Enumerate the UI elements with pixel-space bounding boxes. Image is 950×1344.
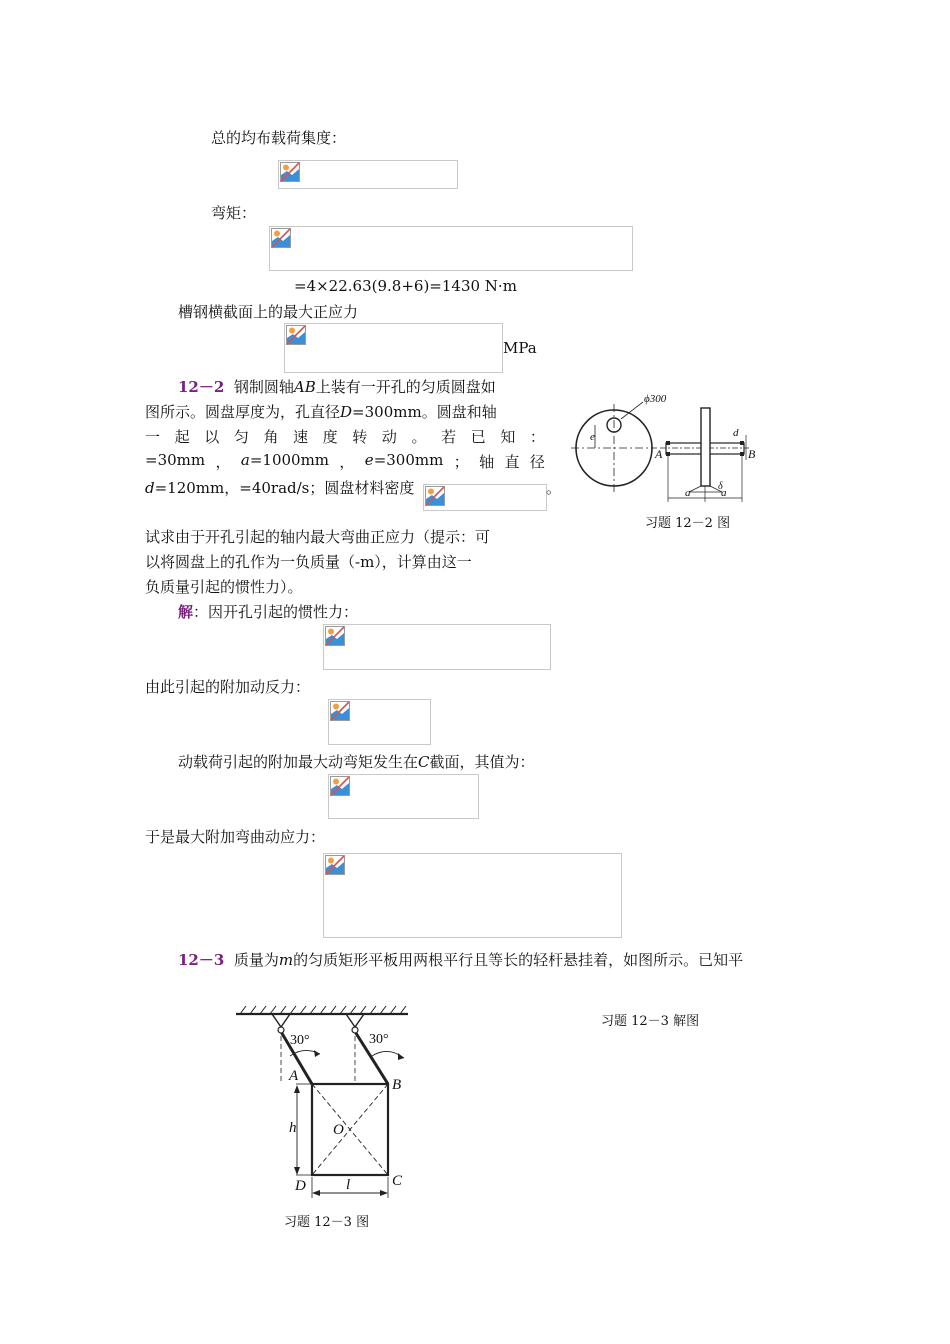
problem-12-2-line4 — [145, 451, 545, 472]
label-a2: a — [721, 487, 727, 499]
text-run: 上装有一开孔的匀质圆盘如 — [315, 378, 496, 396]
text-segment — [145, 451, 205, 472]
problem-number: 12－3 — [178, 951, 225, 969]
text-run: 的匀质矩形平板用两根平行且等长的轻杆悬挂着，如图所示。已知平 — [293, 951, 744, 969]
text-run: C — [418, 753, 430, 771]
text-run: 钢制圆轴 — [233, 378, 294, 396]
label-angle-30-right: 30° — [369, 1032, 389, 1047]
text-run: d — [145, 479, 155, 497]
label-O: O — [333, 1122, 344, 1138]
text-moment-value: =4×22.63(9.8+6)=1430 N·m — [294, 277, 517, 295]
formula-image — [328, 699, 431, 745]
label-angle-30-left: 30° — [290, 1033, 310, 1048]
label-D: D — [295, 1178, 306, 1194]
label-A: A — [655, 447, 663, 461]
problem-12-2-line3 — [145, 426, 545, 447]
label-A: A — [289, 1068, 299, 1084]
text-char: 速 — [293, 428, 309, 446]
problem-number: 12－2 — [178, 378, 225, 396]
text-char: 匀 — [233, 428, 249, 446]
label-delta: δ — [718, 481, 723, 492]
text-period: 。 — [546, 479, 562, 497]
unit-mpa: MPa — [503, 339, 537, 357]
text-char: ： — [529, 428, 545, 446]
formula-image — [328, 774, 479, 819]
text-segment — [530, 451, 545, 472]
text-segment — [215, 451, 230, 472]
text-run: D — [340, 403, 353, 421]
solution-label: 解 — [178, 603, 194, 621]
problem-12-2-line5 — [145, 477, 414, 498]
problem-12-2-line7: 以将圆盘上的孔作为一负质量（-m），计算由这一 — [145, 553, 472, 571]
text-moment: 弯矩： — [211, 204, 257, 222]
text-run: ， — [215, 453, 231, 471]
formula-image — [323, 624, 551, 670]
text-char: 转 — [352, 428, 368, 446]
figure-12-2-diagram — [565, 390, 775, 510]
text-run: AB — [293, 378, 316, 396]
broken-image-icon — [325, 855, 345, 875]
text-segment — [479, 451, 494, 472]
caption-fig-12-3-solution: 习题 12－3 解图 — [601, 1014, 700, 1029]
text-char: 动 — [381, 428, 397, 446]
broken-image-icon — [271, 228, 291, 248]
text-segment — [365, 451, 444, 472]
broken-image-icon — [280, 162, 300, 182]
italic-var: e — [364, 451, 374, 469]
text-max-stress: 槽钢横截面上的最大正应力 — [178, 303, 359, 321]
text-run: 动载荷引起的附加最大动弯矩发生在 — [178, 753, 419, 771]
text-run: ， — [339, 453, 355, 471]
problem-12-2-line2 — [145, 401, 497, 422]
text-segment — [241, 451, 329, 472]
italic-var: a — [240, 451, 250, 469]
problem-12-3-line1 — [178, 949, 743, 970]
formula-image — [284, 323, 503, 373]
problem-12-2-line8: 负质量引起的惯性力）。 — [145, 578, 303, 596]
label-B: B — [392, 1077, 402, 1093]
text-run: =300mm — [373, 451, 444, 469]
text-char: 一 — [145, 428, 161, 446]
text-run: =300mm。圆盘和轴 — [352, 403, 497, 421]
text-char: 度 — [322, 428, 338, 446]
text-run: ：因开孔引起的惯性力： — [193, 603, 359, 621]
label-e: e — [590, 431, 595, 443]
text-reaction: 由此引起的附加动反力： — [145, 678, 311, 696]
text-run: ； — [453, 453, 469, 471]
solution-intro — [178, 601, 358, 622]
text-run: 直 — [504, 453, 520, 471]
text-dynamic-moment — [178, 751, 535, 772]
text-run: =120mm，=40rad/s；圆盘材料密度 — [154, 479, 415, 497]
label-phi300: ϕ300 — [644, 393, 667, 405]
text-char: 若 — [441, 428, 457, 446]
formula-image — [323, 853, 622, 938]
label-h: h — [289, 1120, 297, 1136]
problem-12-2-line6: 试求由于开孔引起的轴内最大弯曲正应力（提示：可 — [145, 528, 491, 546]
text-max-dynamic-stress: 于是最大附加弯曲动应力： — [145, 828, 326, 846]
caption-fig-12-2: 习题 12－2 图 — [645, 516, 731, 531]
formula-image — [423, 484, 547, 511]
problem-12-2-line1 — [178, 376, 496, 397]
text-run: 径 — [529, 453, 545, 471]
label-l: l — [346, 1177, 351, 1193]
label-B: B — [748, 447, 756, 461]
broken-image-icon — [330, 776, 350, 796]
text-segment — [339, 451, 354, 472]
broken-image-icon — [330, 701, 350, 721]
label-a1: a — [685, 487, 691, 499]
caption-fig-12-3: 习题 12－3 图 — [284, 1215, 370, 1230]
text-run: m — [278, 951, 294, 969]
text-segment — [454, 451, 469, 472]
broken-image-icon — [286, 325, 306, 345]
text-segment — [505, 451, 520, 472]
text-run: =30mm — [145, 451, 206, 469]
formula-image — [269, 226, 633, 271]
text-run: =1000mm — [249, 451, 330, 469]
label-C: C — [392, 1173, 403, 1189]
text-char: 。 — [411, 428, 427, 446]
broken-image-icon — [425, 486, 445, 506]
text-run: 轴 — [479, 453, 495, 471]
text-load-intensity: 总的均布载荷集度： — [211, 129, 347, 147]
formula-image — [278, 160, 458, 189]
text-run: 图所示。圆盘厚度为，孔直径 — [145, 403, 341, 421]
text-char: 已 — [470, 428, 486, 446]
figure-12-3-diagram — [232, 1000, 412, 1205]
label-d: d — [733, 427, 739, 439]
text-char: 以 — [204, 428, 220, 446]
text-run: 截面，其值为： — [429, 753, 535, 771]
text-run: 质量为 — [233, 951, 279, 969]
broken-image-icon — [325, 626, 345, 646]
text-char: 角 — [263, 428, 279, 446]
text-char: 知 — [500, 428, 516, 446]
text-char: 起 — [174, 428, 190, 446]
